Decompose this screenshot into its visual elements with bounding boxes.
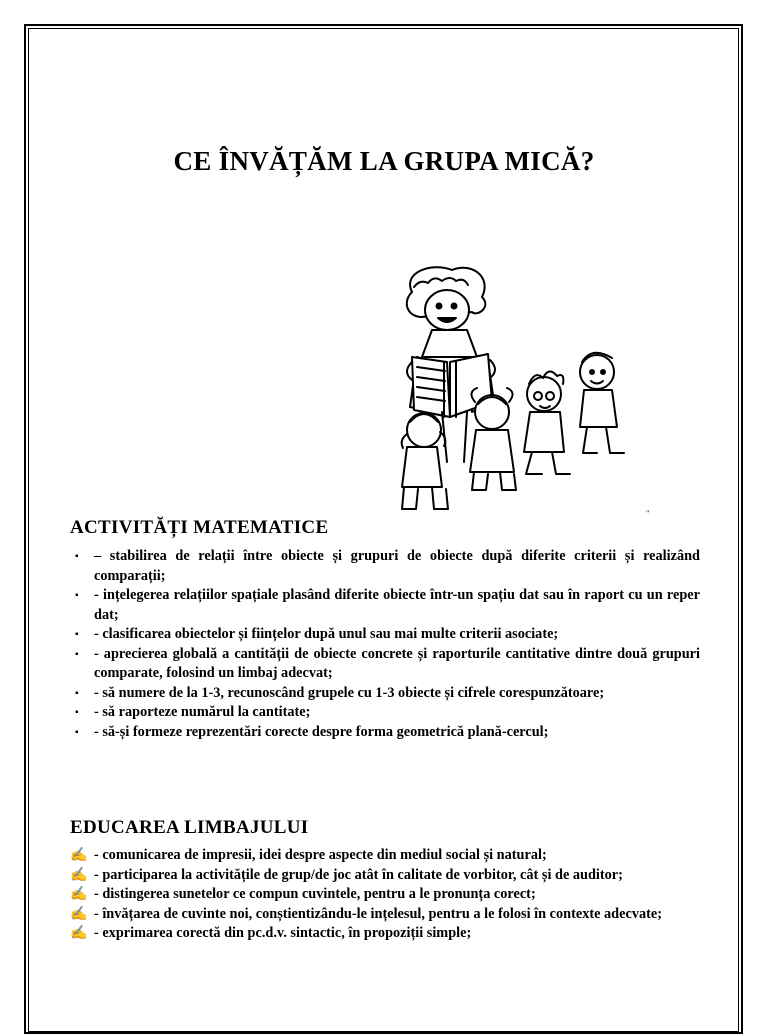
bullet-square-icon: ▪ [75,551,79,562]
list-item: ✍ - exprimarea corectă din pc.d.v. sintactic, în propoziții simple; [70,924,700,944]
writing-hand-icon: ✍ [70,887,88,902]
language-education-list [70,846,700,944]
bullet-square-icon: ▪ [75,707,79,718]
list-item: ✍ - comunicarea de impresii, idei despre aspecte din mediul social și natural; [70,846,700,866]
section-heading-language: EDUCAREA LIMBAJULUI [70,817,309,838]
list-item: ✍ - învățarea de cuvinte noi, conștientizându-le ințelesul, pentru a le folosi în contexte adecvate; [70,905,700,925]
list-item: ▪ - să raporteze numărul la cantitate; [70,703,700,723]
page-title: CE ÎNVĂȚĂM LA GRUPA MICĂ? [173,146,595,176]
list-item: ✍ - participarea la activitățile de grup/de joc atât în calitate de vorbitor, cât și de auditor; [70,866,700,886]
child-figure-2 [470,388,516,490]
section-heading-math: ACTIVITĂȚI MATEMATICE [70,517,329,538]
list-item: ▪ – stabilirea de relații între obiecte și grupuri de obiecte după diferite criterii și realizând comparații; [75,548,700,584]
child-figure-3 [524,371,570,474]
list-item: ▪ - aprecierea globală a cantității de obiecte concrete și raporturile cantitative dintre două grupuri comparate, folosind un limbaj adecvat; [75,645,700,681]
writing-hand-icon: ✍ [70,926,88,941]
teacher-reading-to-children-icon [392,262,632,516]
bullet-square-icon: ▪ [75,629,79,640]
list-item: ▪ - ințelegerea relațiilor spațiale plasând diferite obiecte într-un spațiu dat sau în raport cu un reper dat; [75,587,700,623]
list-item: ▪ - să-și formeze reprezentări corecte despre forma geometrică plană-cercul; [70,723,700,743]
list-item: ▪ - să numere de la 1-3, recunoscând grupele cu 1-3 obiecte și cifrele corespunzătoare; [70,684,700,704]
child-figure-4 [580,353,624,453]
writing-hand-icon: ✍ [70,867,88,883]
stray-mark: " [646,509,650,518]
bullet-square-icon: ▪ [75,726,79,738]
list-item: ▪ - clasificarea obiectelor și ființelor după unul sau mai multe criterii asociate; [70,625,700,645]
bullet-square-icon: ▪ [75,687,79,699]
writing-hand-icon: ✍ [70,906,88,922]
bullet-square-icon: ▪ [75,648,79,660]
child-figure-1 [402,413,448,509]
writing-hand-icon: ✍ [70,848,88,863]
list-item: ✍ - distingerea sunetelor ce compun cuvintele, pentru a le pronunța corect; [70,885,700,905]
bullet-square-icon: ▪ [75,590,79,601]
math-activities-list [70,547,700,742]
